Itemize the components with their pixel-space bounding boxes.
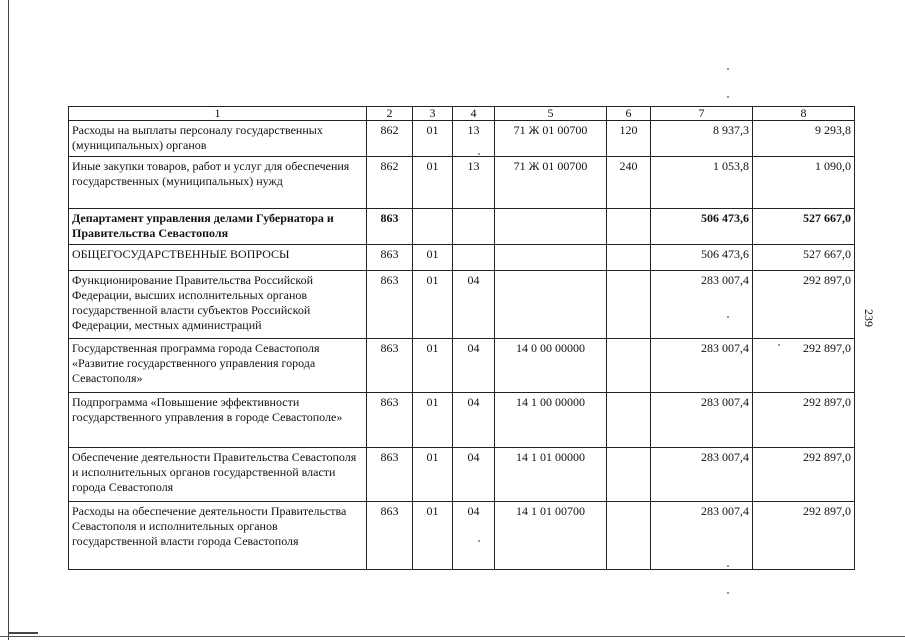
row-csr: 71 Ж 01 00700 <box>495 157 607 209</box>
row-rz: 01 <box>413 339 453 393</box>
row-rz: 01 <box>413 448 453 502</box>
row-vr: 120 <box>607 121 651 157</box>
row-rz <box>413 209 453 245</box>
row-name: Департамент управления делами Губернатора и Правительства Севастополя <box>69 209 367 245</box>
row-rz: 01 <box>413 121 453 157</box>
scan-left-edge <box>8 0 9 640</box>
header-col-8: 8 <box>753 107 855 121</box>
row-name: ОБЩЕГОСУДАРСТВЕННЫЕ ВОПРОСЫ <box>69 245 367 271</box>
row-vr <box>607 245 651 271</box>
row-rz: 01 <box>413 393 453 448</box>
row-name: Государственная программа города Севастополя «Развитие государственного управления города Севастополя» <box>69 339 367 393</box>
row-pr: 13 <box>453 121 495 157</box>
row-sum-2: 9 293,8 <box>753 121 855 157</box>
row-vr <box>607 502 651 570</box>
row-rz: 01 <box>413 245 453 271</box>
row-rz: 01 <box>413 157 453 209</box>
row-name: Иные закупки товаров, работ и услуг для обеспечения государственных (муниципальных) нужд <box>69 157 367 209</box>
row-vr: 240 <box>607 157 651 209</box>
row-grbs: 863 <box>367 448 413 502</box>
row-name: Обеспечение деятельности Правительства Севастополя и исполнительных органов государственной власти города Севастополя <box>69 448 367 502</box>
row-sum-2: 292 897,0 <box>753 448 855 502</box>
row-csr <box>495 209 607 245</box>
row-grbs: 863 <box>367 271 413 339</box>
row-pr: 04 <box>453 339 495 393</box>
row-sum-1: 8 937,3 <box>651 121 753 157</box>
header-col-1: 1 <box>69 107 367 121</box>
header-col-2: 2 <box>367 107 413 121</box>
row-pr: 04 <box>453 393 495 448</box>
row-vr <box>607 448 651 502</box>
row-name: Функционирование Правительства Российской Федерации, высших исполнительных органов государственной власти субъектов Российской Федерации, местных администраций <box>69 271 367 339</box>
header-col-7: 7 <box>651 107 753 121</box>
row-sum-2: 292 897,0 <box>753 339 855 393</box>
row-grbs: 863 <box>367 209 413 245</box>
row-pr <box>453 209 495 245</box>
row-name: Расходы на выплаты персоналу государственных (муниципальных) органов <box>69 121 367 157</box>
table-row <box>69 245 855 271</box>
row-name: Подпрограмма «Повышение эффективности государственного управления в городе Севастополе» <box>69 393 367 448</box>
table-header-row <box>69 107 855 121</box>
row-rz: 01 <box>413 502 453 570</box>
row-sum-1: 506 473,6 <box>651 245 753 271</box>
table-row <box>69 157 855 209</box>
row-csr: 14 1 01 00000 <box>495 448 607 502</box>
table-row <box>69 209 855 245</box>
row-grbs: 863 <box>367 339 413 393</box>
row-name: Расходы на обеспечение деятельности Правительства Севастополя и исполнительных органов государственной власти города Севастополя <box>69 502 367 570</box>
row-grbs: 862 <box>367 121 413 157</box>
row-grbs: 863 <box>367 245 413 271</box>
table-row <box>69 339 855 393</box>
row-sum-2: 292 897,0 <box>753 271 855 339</box>
scan-bottom-edge <box>0 636 905 637</box>
row-sum-1: 1 053,8 <box>651 157 753 209</box>
row-sum-1: 283 007,4 <box>651 502 753 570</box>
row-sum-2: 527 667,0 <box>753 209 855 245</box>
table-row <box>69 271 855 339</box>
row-pr: 04 <box>453 448 495 502</box>
row-vr <box>607 209 651 245</box>
row-grbs: 863 <box>367 502 413 570</box>
page-number: 239 <box>862 309 876 327</box>
row-sum-1: 283 007,4 <box>651 271 753 339</box>
row-sum-1: 283 007,4 <box>651 448 753 502</box>
header-col-4: 4 <box>453 107 495 121</box>
row-sum-1: 506 473,6 <box>651 209 753 245</box>
row-csr: 71 Ж 01 00700 <box>495 121 607 157</box>
row-vr <box>607 271 651 339</box>
table-row <box>69 502 855 570</box>
row-pr <box>453 245 495 271</box>
row-csr: 14 0 00 00000 <box>495 339 607 393</box>
row-sum-2: 292 897,0 <box>753 393 855 448</box>
row-csr <box>495 271 607 339</box>
row-sum-2: 527 667,0 <box>753 245 855 271</box>
row-pr: 04 <box>453 271 495 339</box>
header-col-6: 6 <box>607 107 651 121</box>
row-pr: 13 <box>453 157 495 209</box>
row-pr: 04 <box>453 502 495 570</box>
row-csr <box>495 245 607 271</box>
table-row <box>69 448 855 502</box>
table-row <box>69 393 855 448</box>
row-grbs: 862 <box>367 157 413 209</box>
table-row <box>69 121 855 157</box>
row-rz: 01 <box>413 271 453 339</box>
header-col-5: 5 <box>495 107 607 121</box>
row-csr: 14 1 01 00700 <box>495 502 607 570</box>
row-grbs: 863 <box>367 393 413 448</box>
row-csr: 14 1 00 00000 <box>495 393 607 448</box>
row-vr <box>607 393 651 448</box>
row-sum-1: 283 007,4 <box>651 339 753 393</box>
scan-bottom-mark <box>8 632 38 634</box>
budget-table <box>68 106 855 570</box>
row-sum-2: 1 090,0 <box>753 157 855 209</box>
row-sum-1: 283 007,4 <box>651 393 753 448</box>
row-vr <box>607 339 651 393</box>
header-col-3: 3 <box>413 107 453 121</box>
row-sum-2: 292 897,0 <box>753 502 855 570</box>
